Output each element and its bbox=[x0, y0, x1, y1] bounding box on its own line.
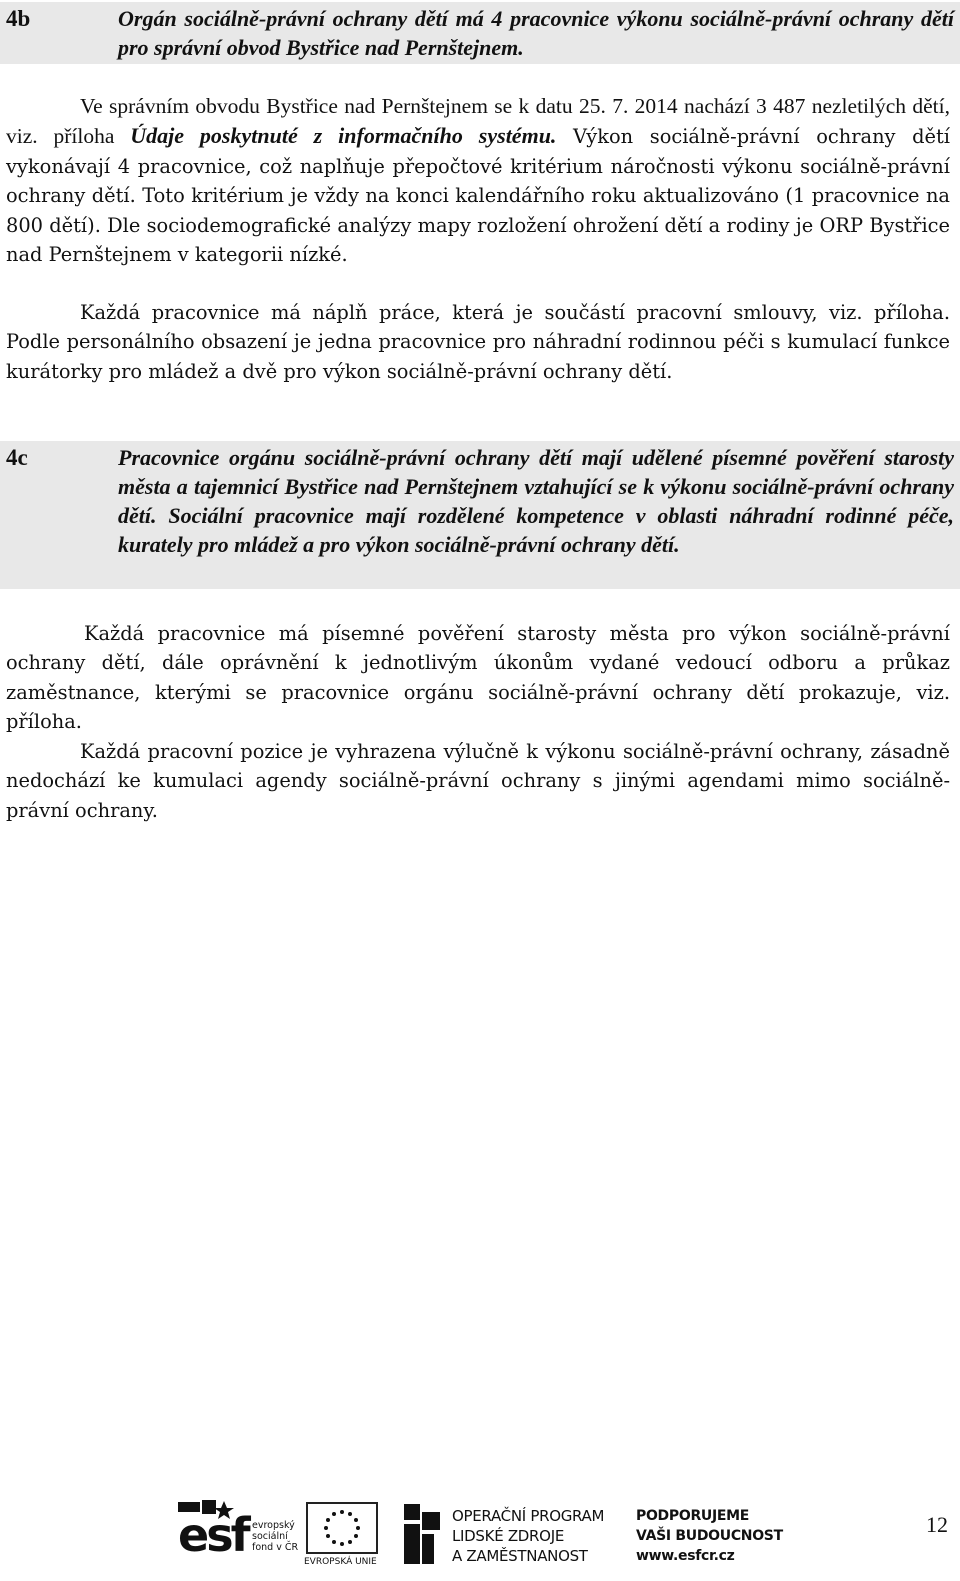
support-line-2: VAŠI BUDOUCNOST bbox=[636, 1528, 783, 1544]
section-4c-number: 4c bbox=[6, 445, 28, 470]
esf-line-3: fond v ČR bbox=[252, 1542, 299, 1553]
paragraph-4b-1 bbox=[6, 92, 950, 269]
esf-logo bbox=[178, 1500, 300, 1566]
section-4b-heading bbox=[0, 2, 960, 64]
eu-stars-circle-icon bbox=[308, 1504, 376, 1552]
section-4b-number: 4b bbox=[6, 6, 31, 31]
op-program-text bbox=[452, 1506, 604, 1566]
paragraph-4b-2-text: Každá pracovnice má náplň práce, která je součástí pracovní smlouvy, viz. příloha. Podle personálního obsazení je jedna pracovnice pro náhradní rodinnou péči s kumulací funkce kurátorky pro mládež a dvě pro výkon sociálně-právní ochrany dětí. bbox=[6, 301, 950, 383]
support-line-1: PODPORUJEME bbox=[636, 1508, 750, 1524]
paragraph-4b-1-text-before: Ve správním obvodu Bystřice nad Pernštejnem se k datu 25. 7. 2014 nachází 3 487 nezletilých dětí, viz. příloha bbox=[6, 94, 950, 149]
eu-flag-icon bbox=[306, 1502, 378, 1554]
support-website: www.esfcr.cz bbox=[636, 1548, 735, 1564]
op-line-2: LIDSKÉ ZDROJE bbox=[452, 1527, 564, 1545]
op-line-3: A ZAMĚSTNANOST bbox=[452, 1547, 588, 1565]
paragraph-4b-1-emphasis: Údaje poskytnuté z informačního systému. bbox=[130, 123, 557, 149]
paragraph-4c-1-text: Každá pracovnice má písemné pověření starosty města pro výkon sociálně-právní ochrany dětí, dále oprávnění k jednotlivým úkonům vydané vedoucí odboru a průkaz zaměstnance, kterými se pracovnice orgánu sociálně-právní ochrany dětí prokazuje, viz. příloha. bbox=[6, 622, 950, 734]
paragraph-4c-2 bbox=[6, 737, 950, 825]
eu-label: EVROPSKÁ UNIE bbox=[304, 1557, 377, 1567]
paragraph-4b-1-text-after: Výkon sociálně-právní ochrany dětí vykonávají 4 pracovnice, což naplňuje přepočtové kritérium náročnosti výkonu sociálně-právní ochrany dětí. Toto kritérium je vždy na konci kalendářního roku aktualizováno (1 pracovnice na 800 dětí). Dle sociodemografické analýzy mapy rozložení ohrožení dětí a rodiny je ORP Bystřice nad Pernštejnem v kategorii nízké. bbox=[6, 125, 951, 267]
section-4c-title: Pracovnice orgánu sociálně-právní ochrany dětí mají udělené písemné pověření starosty města a tajemnicí Bystřice nad Pernštejnem vztahující se k výkonu sociálně-právní ochrany dětí. Sociální pracovnice mají rozdělené kompetence v oblasti náhradní rodinné péče, kurately pro mládež a pro výkon sociálně-právní ochrany dětí. bbox=[118, 445, 954, 557]
page-number: 12 bbox=[926, 1512, 948, 1537]
footer-logos bbox=[0, 1500, 960, 1581]
op-line-1: OPERAČNÍ PROGRAM bbox=[452, 1507, 605, 1525]
paragraph-4b-2 bbox=[6, 298, 950, 386]
esf-letters: esf bbox=[178, 1508, 248, 1562]
support-slogan bbox=[636, 1506, 783, 1566]
esf-line-2: sociální bbox=[252, 1531, 288, 1542]
paragraph-4c-2-text: Každá pracovní pozice je vyhrazena výlučně k výkonu sociálně-právní ochrany, zásadně nedochází ke kumulaci agendy sociálně-právní ochrany s jinými agendami mimo sociálně-právní ochrany. bbox=[6, 740, 950, 822]
esf-line-1: evropský bbox=[252, 1520, 295, 1531]
section-4c-heading bbox=[0, 441, 960, 589]
section-4b-title: Orgán sociálně-právní ochrany dětí má 4 pracovnice výkonu sociálně-právní ochrany dětí pro správní obvod Bystřice nad Pernštejnem. bbox=[118, 6, 954, 60]
op-logo-icon bbox=[402, 1502, 444, 1566]
esf-subtitle bbox=[252, 1520, 298, 1553]
paragraph-4c-1 bbox=[6, 619, 950, 737]
